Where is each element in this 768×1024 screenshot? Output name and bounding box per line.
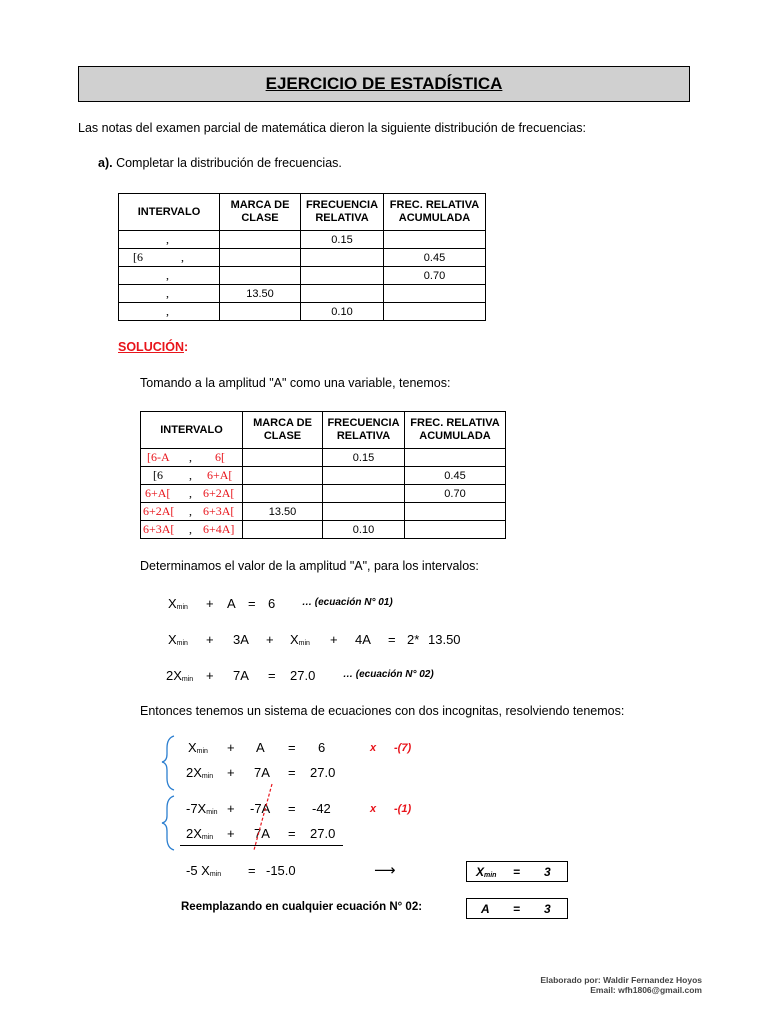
intro-text: Las notas del examen parcial de matemática dieron la siguiente distribución de frecuencias: <box>78 121 586 135</box>
sum-line <box>180 845 343 846</box>
header-frecuencia: FRECUENCIA RELATIVA <box>323 412 405 449</box>
arrow-icon: ⟶ <box>374 862 396 879</box>
part-a <box>98 156 342 170</box>
cancel-stroke-icon <box>248 782 278 852</box>
result-box-a: A = 3 <box>466 898 568 919</box>
header-intervalo: INTERVALO <box>119 194 220 231</box>
reemplazando-text: Reemplazando en cualquier ecuación N° 02: <box>181 901 423 913</box>
table-row: [6 , 0.45 <box>119 249 486 267</box>
result-box-xmin: Xmin = 3 <box>466 861 568 882</box>
footer <box>540 975 702 995</box>
solution-heading: SOLUCIÓN: <box>118 340 189 354</box>
footer-email: Email: wfh1806@gmail.com <box>590 985 702 995</box>
footer-author: Elaborado por: Waldir Fernandez Hoyos <box>540 975 702 985</box>
determinamos-text: Determinamos el valor de la amplitud "A", para los intervalos: <box>140 559 479 573</box>
header-frecuencia: FRECUENCIA RELATIVA <box>301 194 384 231</box>
page-title: EJERCICIO DE ESTADÍSTICA <box>265 74 503 93</box>
header-intervalo: INTERVALO <box>141 412 243 449</box>
frequency-table-2 <box>140 411 506 539</box>
entonces-text: Entonces tenemos un sistema de ecuaciones con dos incognitas, resolviendo tenemos: <box>140 704 625 718</box>
table-row: 6+3A[ , 6+4A] 0.10 <box>141 521 506 539</box>
part-a-text: Completar la distribución de frecuencias. <box>116 156 342 170</box>
table-row: , 0.15 <box>119 231 486 249</box>
table-row: 6+2A[ , 6+3A[ 13.50 <box>141 503 506 521</box>
tomando-text: Tomando a la amplitud "A" como una variable, tenemos: <box>140 376 451 390</box>
table-row: , 13.50 <box>119 285 486 303</box>
header-acumulada: FREC. RELATIVA ACUMULADA <box>384 194 486 231</box>
header-marca: MARCA DE CLASE <box>243 412 323 449</box>
frequency-table-1 <box>118 193 486 321</box>
table-row: 6+A[ , 6+2A[ 0.70 <box>141 485 506 503</box>
table-row: [6-A , 6[ 0.15 <box>141 449 506 467</box>
title-box <box>78 66 690 102</box>
part-a-label: a). <box>98 156 113 170</box>
table-row: , 0.10 <box>119 303 486 321</box>
header-marca: MARCA DE CLASE <box>220 194 301 231</box>
table-row: , 0.70 <box>119 267 486 285</box>
table-row: [6 , 6+A[ 0.45 <box>141 467 506 485</box>
brace-icons <box>160 734 180 854</box>
header-acumulada: FREC. RELATIVA ACUMULADA <box>405 412 506 449</box>
